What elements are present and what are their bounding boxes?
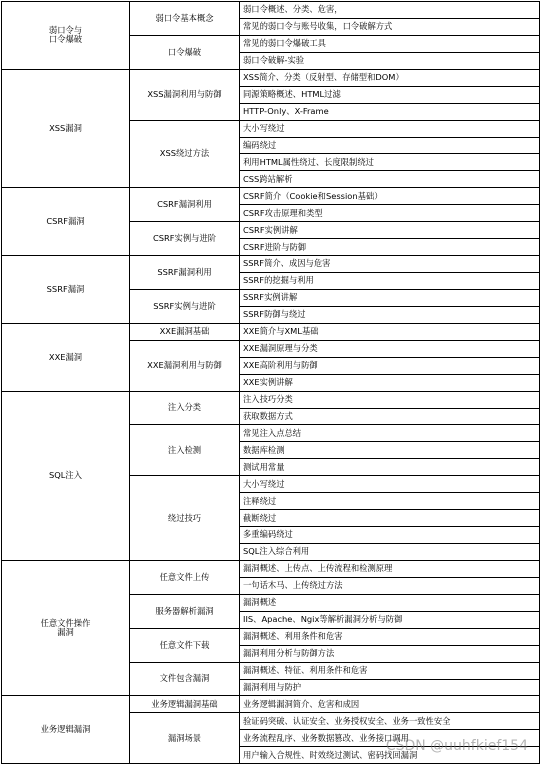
subtopic-cell: CSRF实例与进阶 <box>130 222 240 256</box>
watermark: CSDN @uuhfkief154 <box>385 738 528 754</box>
detail-cell: 利用HTML属性绕过、长度限制绕过 <box>240 154 540 171</box>
category-cell: XSS漏洞 <box>2 69 130 188</box>
detail-cell: 漏洞利用分析与防御方法 <box>240 645 540 662</box>
category-cell: 任意文件操作 漏洞 <box>2 560 130 696</box>
detail-cell: CSS跨站解析 <box>240 171 540 188</box>
subtopic-cell: 注入分类 <box>130 391 240 425</box>
detail-cell: 同源策略概述、HTML过滤 <box>240 86 540 103</box>
detail-cell: SSRF的挖掘与利用 <box>240 273 540 290</box>
category-cell: 业务逻辑漏洞 <box>2 696 130 764</box>
subtopic-cell: 弱口令基本概念 <box>130 2 240 36</box>
detail-cell: 注释绕过 <box>240 493 540 510</box>
detail-cell: XXE漏洞原理与分类 <box>240 340 540 357</box>
subtopic-cell: 服务器解析漏洞 <box>130 594 240 628</box>
detail-cell: 获取数据方式 <box>240 408 540 425</box>
detail-cell: 一句话木马、上传绕过方法 <box>240 577 540 594</box>
detail-cell: 弱口令概述、分类、危害， <box>240 2 540 19</box>
detail-cell: 多重编码绕过 <box>240 527 540 544</box>
detail-cell: 截断绕过 <box>240 510 540 527</box>
detail-cell: CSRF简介（Cookie和Session基础） <box>240 188 540 205</box>
table-row <box>2 2 540 19</box>
table-row <box>2 323 540 340</box>
detail-cell: 漏洞概述 <box>240 594 540 611</box>
detail-cell: 业务逻辑漏洞简介、危害和成因 <box>240 696 540 713</box>
category-cell: SSRF漏洞 <box>2 256 130 324</box>
course-outline-table <box>1 1 540 764</box>
subtopic-cell: 绕过技巧 <box>130 476 240 561</box>
detail-cell: IIS、Apache、Ngix等解析漏洞分析与防御 <box>240 611 540 628</box>
subtopic-cell: 注入检测 <box>130 425 240 476</box>
detail-cell: SSRF简介、成因与危害 <box>240 256 540 273</box>
table-row <box>2 69 540 86</box>
detail-cell: 数据库检测 <box>240 442 540 459</box>
detail-cell: SSRF实例讲解 <box>240 289 540 306</box>
detail-cell: 大小写绕过 <box>240 120 540 137</box>
table-row <box>2 696 540 713</box>
detail-cell: 弱口令破解-实验 <box>240 52 540 69</box>
table-row <box>2 256 540 273</box>
detail-cell: SSRF防御与绕过 <box>240 306 540 323</box>
subtopic-cell: XSS漏洞利用与防御 <box>130 69 240 120</box>
subtopic-cell: SSRF漏洞利用 <box>130 256 240 290</box>
detail-cell: SQL注入综合利用 <box>240 544 540 561</box>
subtopic-cell: 文件包含漏洞 <box>130 662 240 696</box>
category-cell: XXE漏洞 <box>2 323 130 391</box>
subtopic-cell: 任意文件下载 <box>130 628 240 662</box>
table-row <box>2 560 540 577</box>
detail-cell: 业务流程乱序、业务数据篡改、业务接口调用 <box>240 730 540 747</box>
subtopic-cell: 任意文件上传 <box>130 560 240 594</box>
subtopic-cell: CSRF漏洞利用 <box>130 188 240 222</box>
category-cell: SQL注入 <box>2 391 130 560</box>
subtopic-cell: 漏洞场景 <box>130 713 240 764</box>
detail-cell: 测试用常量 <box>240 459 540 476</box>
detail-cell: CSRF实例讲解 <box>240 222 540 239</box>
detail-cell: CSRF进阶与防御 <box>240 239 540 256</box>
subtopic-cell: XXE漏洞利用与防御 <box>130 340 240 391</box>
detail-cell: 编码绕过 <box>240 137 540 154</box>
detail-cell: 漏洞概述、特征、利用条件和危害 <box>240 662 540 679</box>
detail-cell: 大小写绕过 <box>240 476 540 493</box>
table-row <box>2 188 540 205</box>
detail-cell: 常见注入点总结 <box>240 425 540 442</box>
detail-cell: 用户输入合规性、时效绕过测试、密码找回漏洞 <box>240 747 540 764</box>
table-body <box>2 2 540 764</box>
subtopic-cell: 业务逻辑漏洞基础 <box>130 696 240 713</box>
detail-cell: HTTP-Only、X-Frame <box>240 103 540 120</box>
subtopic-cell: XSS绕过方法 <box>130 120 240 188</box>
detail-cell: 漏洞概述、上传点、上传流程和检测原理 <box>240 560 540 577</box>
detail-cell: 验证码突破、认证安全、业务授权安全、业务一致性安全 <box>240 713 540 730</box>
detail-cell: XXE简介与XML基础 <box>240 323 540 340</box>
detail-cell: CSRF攻击原理和类型 <box>240 205 540 222</box>
category-cell: CSRF漏洞 <box>2 188 130 256</box>
detail-cell: XXE高阶利用与防御 <box>240 357 540 374</box>
subtopic-cell: XXE漏洞基础 <box>130 323 240 340</box>
detail-cell: 常见的弱口令爆破工具 <box>240 35 540 52</box>
detail-cell: 漏洞概述、利用条件和危害 <box>240 628 540 645</box>
detail-cell: 注入技巧分类 <box>240 391 540 408</box>
category-cell: 弱口令与 口令爆破 <box>2 2 130 70</box>
table-row <box>2 391 540 408</box>
subtopic-cell: SSRF实例与进阶 <box>130 289 240 323</box>
detail-cell: XSS简介、分类（反射型、存储型和DOM） <box>240 69 540 86</box>
detail-cell: 常见的弱口令与账号收集，口令破解方式 <box>240 18 540 35</box>
subtopic-cell: 口令爆破 <box>130 35 240 69</box>
detail-cell: 漏洞利用与防护 <box>240 679 540 696</box>
detail-cell: XXE实例讲解 <box>240 374 540 391</box>
